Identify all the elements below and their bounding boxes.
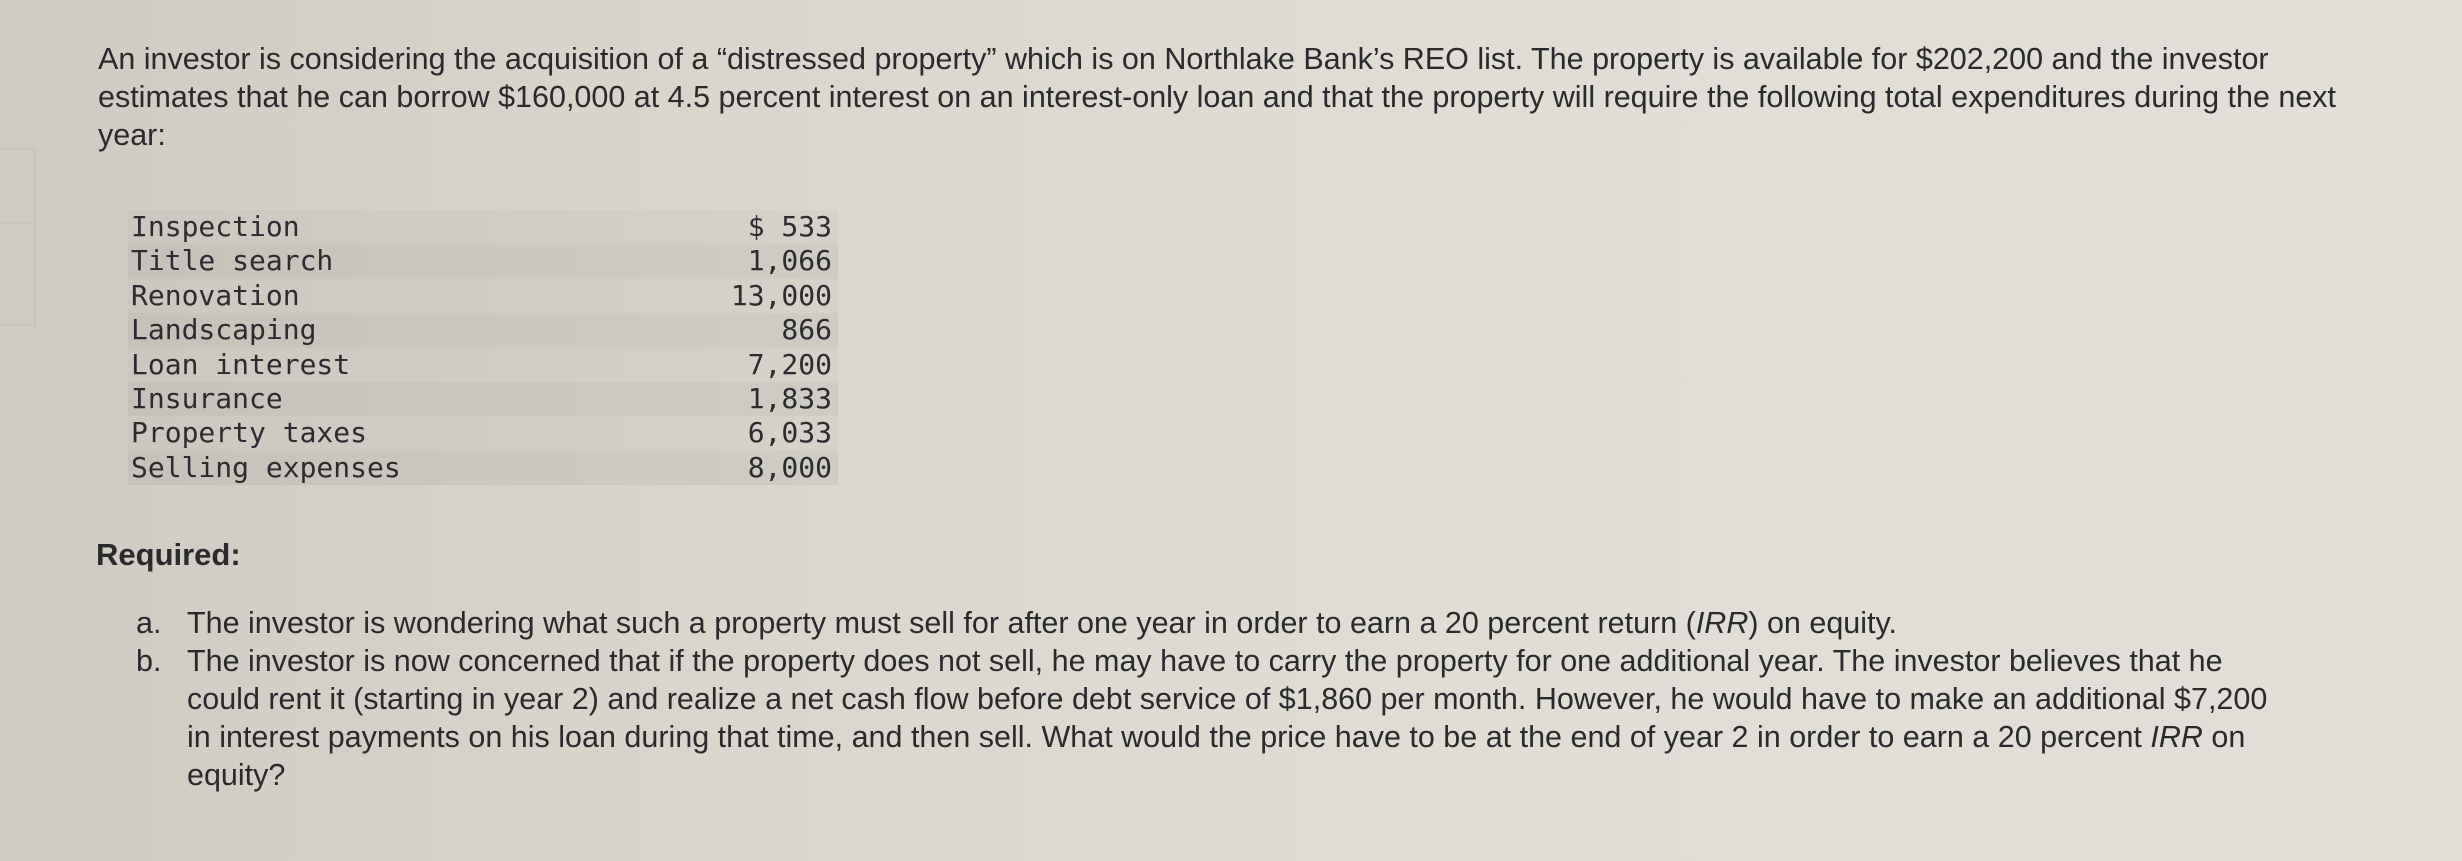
expense-value: 6,033 <box>747 416 832 450</box>
expense-label: Property taxes <box>131 416 368 450</box>
expense-label: Title search <box>131 244 334 278</box>
expense-label: Renovation <box>131 278 300 312</box>
question-text-part: The investor is now concerned that if the property does not sell, he may have to carry the property for one additional year. The investor believes that he could rent it (starting in year 2) and realize a net cash flow before debt service of $1,860 per month. However, he would have to make an additional $7,200 in interest payments on his loan during that time, and then sell. What would the price have to be at the end of year 2 in order to earn a 20 percent <box>187 644 2268 754</box>
required-heading: Required: <box>96 537 241 572</box>
question-marker: a. <box>136 606 162 640</box>
expense-value: 1,833 <box>747 381 832 415</box>
expense-value: 13,000 <box>730 278 832 312</box>
expense-label: Loan interest <box>131 347 351 381</box>
question-a-text <box>187 604 2296 642</box>
expense-label: Insurance <box>131 381 283 415</box>
table-row <box>128 451 838 485</box>
problem-intro: An investor is considering the acquisition of a “distressed property” which is on Northlake Bank’s REO list. The property is available for $202,200 and the investor estimates that he can borrow $160,000 at 4.5 percent interest on an interest-only loan and that the property will require the following total expenditures during the next year: <box>98 42 2337 152</box>
expense-value: 7,200 <box>747 347 832 381</box>
previous-page-edge <box>0 148 36 224</box>
question-b-text <box>187 642 2296 794</box>
expense-label: Inspection <box>131 210 300 243</box>
table-row <box>128 244 838 278</box>
question-text-part: ) on equity. <box>1748 606 1897 640</box>
table-row <box>128 313 838 347</box>
irr-term: IRR <box>1695 606 1749 640</box>
expense-value: 1,066 <box>747 244 832 278</box>
question-text-part: on equity? <box>187 720 2246 792</box>
previous-page-edge <box>0 222 36 326</box>
question-list <box>136 604 2296 794</box>
table-row <box>128 348 838 382</box>
irr-term: IRR <box>2150 720 2203 754</box>
question-a <box>136 604 2296 642</box>
table-row <box>128 416 838 450</box>
table-row <box>128 279 838 313</box>
question-marker: b. <box>136 644 162 678</box>
expenditures-table <box>128 210 838 485</box>
expense-label: Selling expenses <box>131 450 401 484</box>
expense-label: Landscaping <box>131 313 317 347</box>
expense-value: 866 <box>781 313 832 347</box>
expense-value: 8,000 <box>747 450 832 484</box>
expense-value: $ 533 <box>747 210 832 243</box>
question-b <box>136 642 2296 794</box>
table-row <box>128 382 838 416</box>
question-text-part: The investor is wondering what such a property must sell for after one year in order to earn a 20 percent return ( <box>187 606 1696 640</box>
table-row <box>128 210 838 244</box>
